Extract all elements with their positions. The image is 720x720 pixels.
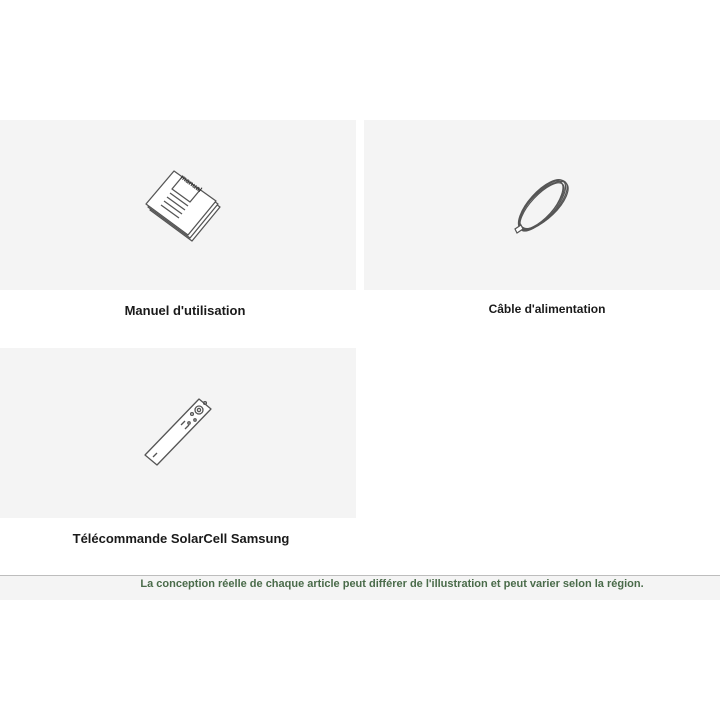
manual-image-tile — [0, 120, 356, 290]
remote-control-image-tile — [0, 348, 356, 518]
manual-icon-label: manual — [178, 173, 203, 195]
manual-caption: Manuel d'utilisation — [124, 303, 246, 318]
power-cable-image-tile — [364, 120, 720, 290]
power-cable-icon — [497, 165, 587, 245]
remote-control-icon — [133, 393, 223, 473]
remote-control-caption: Télécommande SolarCell Samsung — [72, 531, 290, 546]
disclaimer-text: La conception réelle de chaque article peut différer de l'illustration et peut varier selon la région. — [140, 578, 644, 590]
power-cable-caption: Câble d'alimentation — [488, 302, 606, 316]
manual-icon — [128, 165, 228, 245]
